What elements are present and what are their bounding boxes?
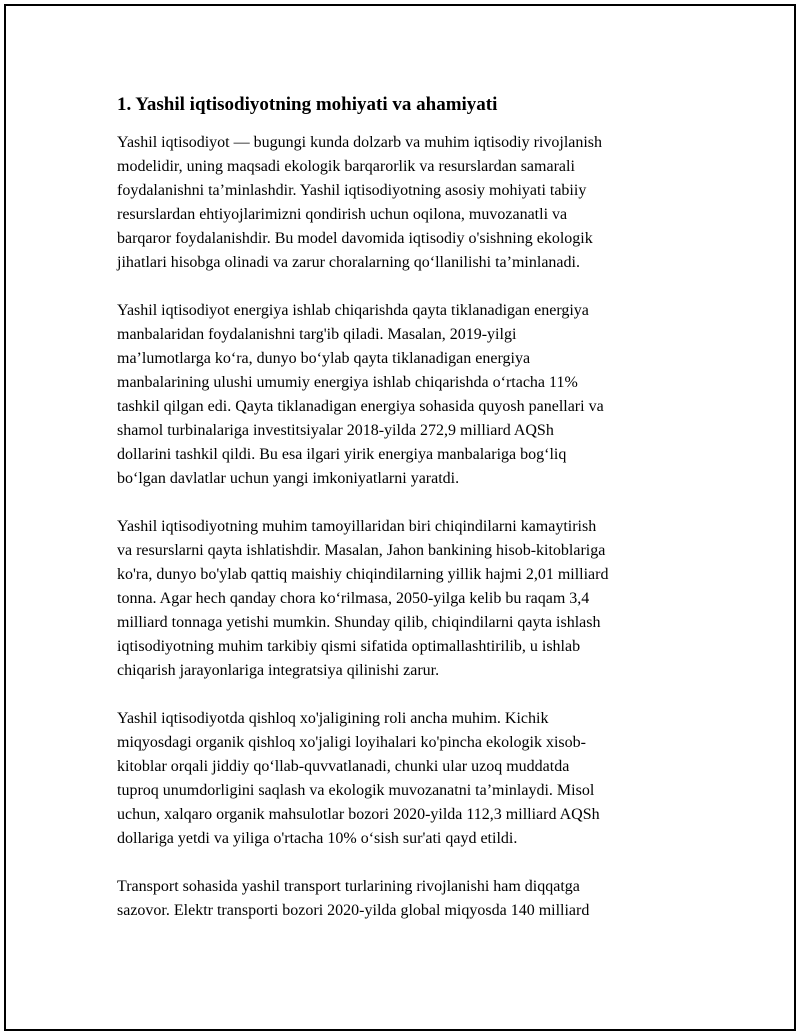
- text-line: kitoblar orqali jiddiy qo‘llab-quvvatlanadi, chunki ular uzoq muddatda: [117, 758, 570, 775]
- text-line: ko'ra, dunyo bo'ylab qattiq maishiy chiqindilarning yillik hajmi 2,01 milliard: [117, 566, 609, 583]
- text-line: chiqarish jarayonlariga integratsiya qilinishi zarur.: [117, 662, 440, 679]
- text-line: manbalaridan foydalanishni targ'ib qiladi. Masalan, 2019-yilgi: [117, 326, 517, 343]
- text-line: shamol turbinalariga investitsiyalar 2018-yilda 272,9 milliard AQSh: [117, 422, 554, 439]
- text-line: Yashil iqtisodiyot energiya ishlab chiqarishda qayta tiklanadigan energiya: [117, 302, 589, 319]
- text-line: Yashil iqtisodiyotda qishloq xo'jaligining roli ancha muhim. Kichik: [117, 710, 549, 727]
- text-line: va resurslarni qayta ishlatishdir. Masalan, Jahon bankining hisob-kitoblariga: [117, 542, 606, 559]
- text-line: ma’lumotlarga ko‘ra, dunyo bo‘ylab qayta tiklanadigan energiya: [117, 350, 531, 367]
- text-line: sazovor. Elektr transporti bozori 2020-yilda global miqyosda 140 milliard: [117, 902, 590, 919]
- text-line: foydalanishni ta’minlashdir. Yashil iqtisodiyotning asosiy mohiyati tabiiy: [117, 182, 587, 199]
- text-line: tashkil qilgan edi. Qayta tiklanadigan energiya sohasida quyosh panellari va: [117, 398, 604, 415]
- text-line: barqaror foydalanishdir. Bu model davomida iqtisodiy o'sishning ekologik: [117, 230, 593, 247]
- paragraph-3: [117, 515, 691, 683]
- text-line: Yashil iqtisodiyotning muhim tamoyillaridan biri chiqindilarni kamaytirish: [117, 518, 597, 535]
- text-line: bo‘lgan davlatlar uchun yangi imkoniyatlarni yaratdi.: [117, 470, 460, 487]
- text-line: modelidir, uning maqsadi ekologik barqarorlik va resurslardan samarali: [117, 158, 575, 175]
- text-line: uchun, xalqaro organik mahsulotlar bozori 2020-yilda 112,3 milliard AQSh: [117, 806, 600, 823]
- paragraph-1: [117, 131, 691, 275]
- paragraph-5: [117, 875, 691, 923]
- paragraph-4: [117, 707, 691, 851]
- text-line: Transport sohasida yashil transport turlarining rivojlanishi ham diqqatga: [117, 878, 580, 895]
- text-line: jihatlari hisobga olinadi va zarur choralarning qo‘llanilishi ta’minlanadi.: [117, 254, 580, 271]
- document-body: [117, 92, 691, 947]
- text-line: miqyosdagi organik qishloq xo'jaligi loyihalari ko'pincha ekologik xisob-: [117, 734, 586, 751]
- text-line: manbalarining ulushi umumiy energiya ishlab chiqarishda o‘rtacha 11%: [117, 374, 578, 391]
- text-line: milliard tonnaga yetishi mumkin. Shunday qilib, chiqindilarni qayta ishlash: [117, 614, 601, 631]
- text-line: tuproq unumdorligini saqlash va ekologik muvozanatni ta’minlaydi. Misol: [117, 782, 595, 799]
- text-line: tonna. Agar hech qanday chora ko‘rilmasa, 2050-yilga kelib bu raqam 3,4: [117, 590, 590, 607]
- text-line: Yashil iqtisodiyot — bugungi kunda dolzarb va muhim iqtisodiy rivojlanish: [117, 134, 603, 151]
- section-heading: 1. Yashil iqtisodiyotning mohiyati va ahamiyati: [117, 94, 498, 115]
- text-line: dollariga yetdi va yiliga o'rtacha 10% o‘sish sur'ati qayd etildi.: [117, 830, 518, 847]
- text-line: dollarini tashkil qildi. Bu esa ilgari yirik energiya manbalariga bog‘liq: [117, 446, 567, 463]
- text-line: iqtisodiyotning muhim tarkibiy qismi sifatida optimallashtirilib, u ishlab: [117, 638, 581, 655]
- paragraph-2: [117, 299, 691, 491]
- text-line: resurslardan ehtiyojlarimizni qondirish uchun oqilona, muvozanatli va: [117, 206, 568, 223]
